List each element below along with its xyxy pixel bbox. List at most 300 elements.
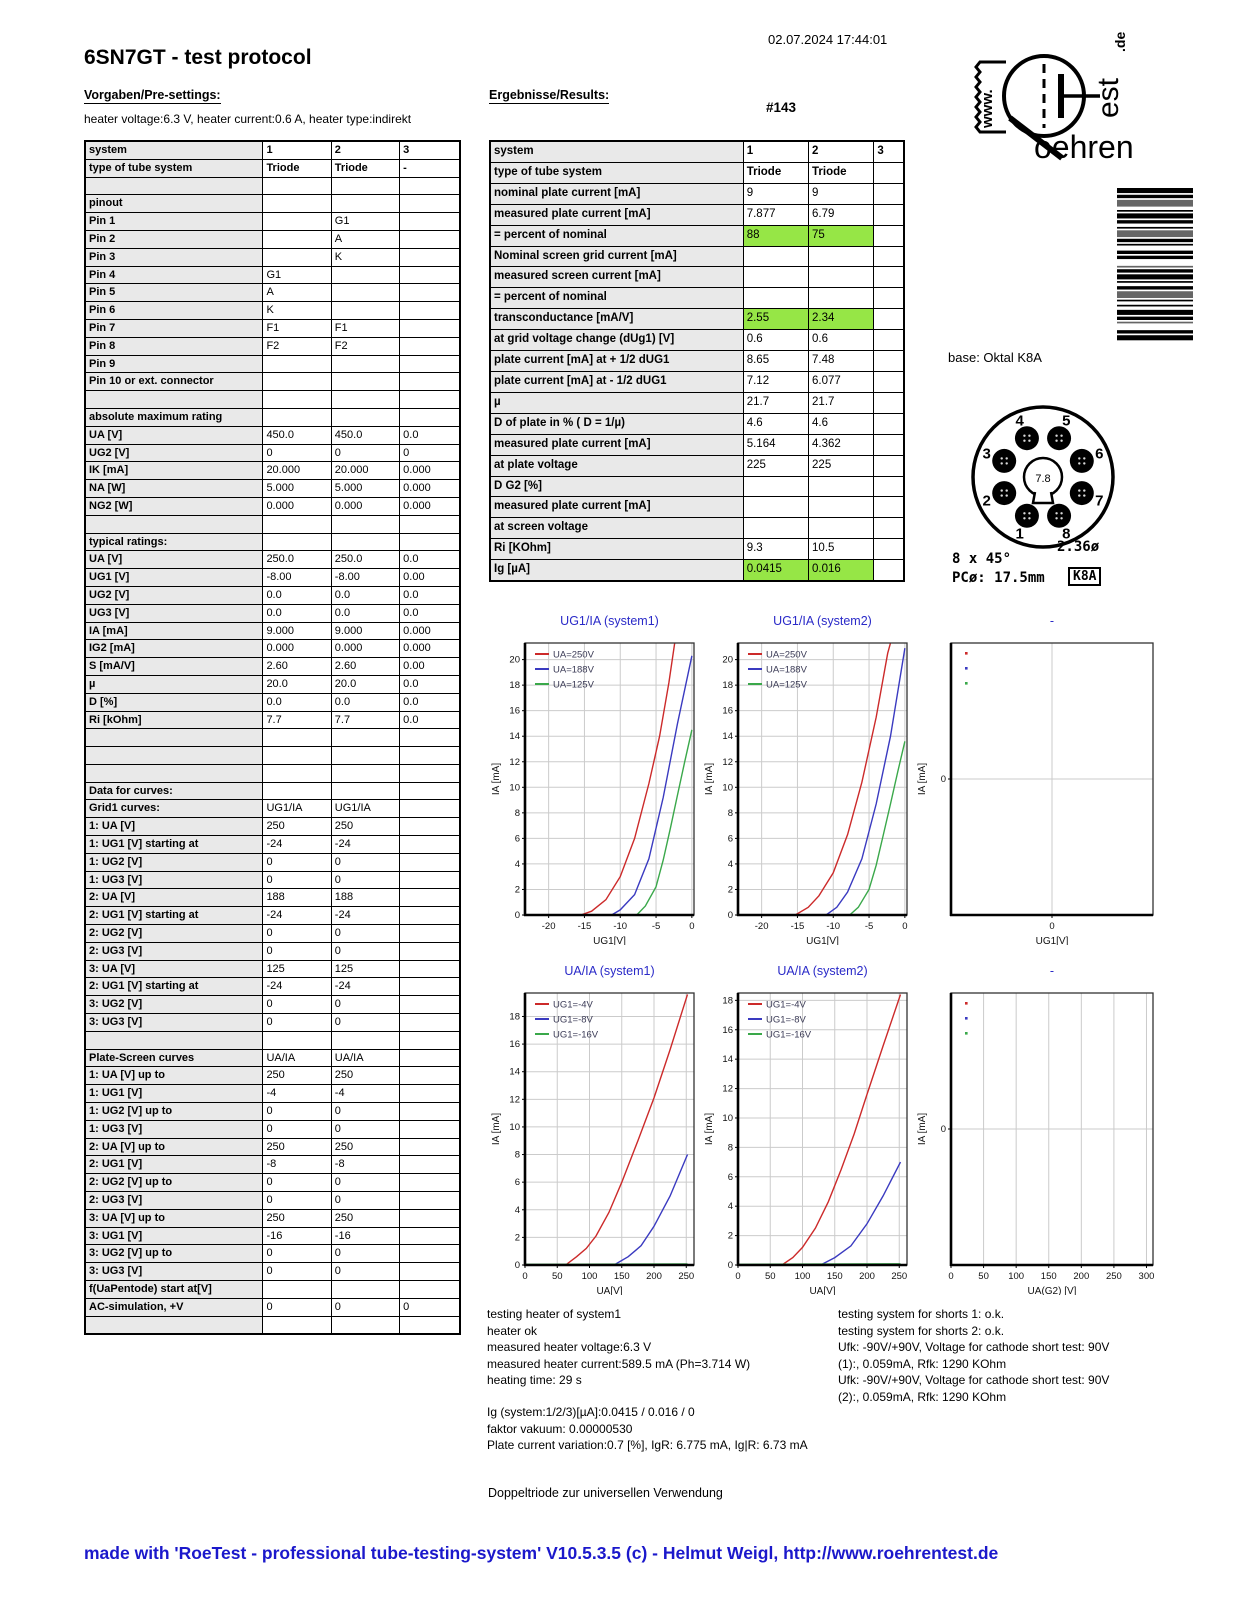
cell-sys3 (874, 330, 904, 351)
note-line: heater ok (487, 1323, 538, 1338)
cell-sys1: 21.7 (743, 392, 808, 413)
row-label: at plate voltage (490, 455, 743, 476)
cell-sys2: 75 (809, 225, 874, 246)
table-row (85, 586, 460, 604)
legend-label: UA=250V (766, 649, 807, 661)
svg-text:14: 14 (722, 731, 733, 743)
svg-text:2: 2 (727, 1230, 733, 1242)
cell-sys1: 0 (263, 871, 331, 889)
cell-sys3: 0 (400, 444, 460, 462)
cell-sys2: G1 (331, 213, 399, 231)
table-row (85, 533, 460, 551)
row-label: 3: UG3 [V] (85, 1014, 263, 1032)
table-row (490, 560, 904, 581)
table-row (490, 413, 904, 434)
cell-sys3 (400, 195, 460, 213)
row-label: 1: UA [V] up to (85, 1067, 263, 1085)
cell-sys1: -24 (263, 907, 331, 925)
y-axis-label: IA [mA] (917, 1112, 928, 1146)
legend-label: UG1=-8V (553, 1014, 593, 1026)
cell-sys1 (263, 1031, 331, 1049)
table-row (85, 729, 460, 747)
cell-sys2: 20.000 (331, 462, 399, 480)
shorts-test-notes (838, 1306, 1109, 1405)
cell-sys1: 1 (263, 141, 331, 159)
table-row (85, 408, 460, 426)
cell-sys3 (400, 1209, 460, 1227)
cell-sys2 (331, 391, 399, 409)
chart-cell (487, 943, 700, 1295)
cell-sys3 (400, 747, 460, 765)
cell-sys2: 250.0 (331, 551, 399, 569)
row-label: 1: UG3 [V] (85, 1120, 263, 1138)
cell-sys1 (263, 1281, 331, 1299)
row-label: µ (85, 675, 263, 693)
chart-cell (700, 943, 913, 1295)
socket-pin-number: 8 (1062, 525, 1071, 543)
grid-current-notes (487, 1404, 808, 1454)
row-label: UG2 [V] (85, 586, 263, 604)
y-axis-label: IA [mA] (491, 762, 502, 796)
cell-sys2 (331, 515, 399, 533)
row-label: AC-simulation, +V (85, 1298, 263, 1316)
row-label: absolute maximum rating (85, 408, 263, 426)
svg-text:20: 20 (509, 654, 520, 666)
cell-sys3 (400, 960, 460, 978)
svg-text:-5: -5 (651, 921, 661, 932)
cell-sys1: 0.6 (743, 330, 808, 351)
table-row (85, 497, 460, 515)
cell-sys3: - (400, 159, 460, 177)
row-label (85, 391, 263, 409)
table-row (85, 1281, 460, 1299)
row-label: 3: UG2 [V] (85, 996, 263, 1014)
table-row (490, 204, 904, 225)
cell-sys3: 3 (874, 141, 904, 162)
chart-1 (700, 593, 913, 945)
cell-sys1: 250 (263, 1138, 331, 1156)
cell-sys3 (400, 533, 460, 551)
cell-sys2 (331, 1316, 399, 1334)
table-row (85, 355, 460, 373)
chart-5 (913, 943, 1159, 1295)
svg-text:300: 300 (1138, 1271, 1155, 1282)
cell-sys2: 125 (331, 960, 399, 978)
cell-sys1 (263, 177, 331, 195)
svg-text:0: 0 (902, 921, 908, 932)
cell-sys2: 0 (331, 1298, 399, 1316)
socket-center-dim: 7.8 (1035, 473, 1051, 485)
cell-sys3 (400, 213, 460, 231)
note-line: measured heater current:589.5 mA (Ph=3.714 W) (487, 1356, 751, 1371)
cell-sys2 (331, 355, 399, 373)
cell-sys3 (400, 302, 460, 320)
cell-sys3 (874, 455, 904, 476)
svg-text:100: 100 (1008, 1271, 1025, 1282)
cell-sys2: 6.79 (809, 204, 874, 225)
table-row (85, 462, 460, 480)
table-row (85, 1298, 460, 1316)
cell-sys2 (809, 267, 874, 288)
presettings-heading: Vorgaben/Pre-settings: (84, 88, 221, 102)
serial-number: #143 (766, 100, 797, 115)
table-row (85, 480, 460, 498)
table-row (490, 434, 904, 455)
row-label: 3: UG2 [V] up to (85, 1245, 263, 1263)
cell-sys1: 2.60 (263, 658, 331, 676)
row-label: typical ratings: (85, 533, 263, 551)
cell-sys3: 0.000 (400, 497, 460, 515)
cell-sys2 (331, 302, 399, 320)
table-row (85, 996, 460, 1014)
cell-sys3 (400, 1263, 460, 1281)
cell-sys3 (400, 907, 460, 925)
cell-sys1: 0.0 (263, 586, 331, 604)
svg-text:6: 6 (727, 833, 733, 845)
row-label (85, 177, 263, 195)
cell-sys1: -8.00 (263, 569, 331, 587)
cell-sys3: 0.00 (400, 569, 460, 587)
cell-sys2 (331, 195, 399, 213)
row-label: at screen voltage (490, 518, 743, 539)
cell-sys2: 250 (331, 818, 399, 836)
row-label: D of plate in % ( D = 1/µ) (490, 413, 743, 434)
cell-sys1: 20.0 (263, 675, 331, 693)
table-row (85, 1031, 460, 1049)
svg-text:250: 250 (891, 1271, 908, 1282)
x-axis-label: UG1[V] (1035, 936, 1069, 945)
x-axis-label: UA[V] (809, 1286, 836, 1295)
row-label: 1: UG3 [V] (85, 871, 263, 889)
table-row (85, 1245, 460, 1263)
svg-text:10: 10 (509, 782, 520, 794)
row-label: 1: UG1 [V] (85, 1085, 263, 1103)
row-label: Pin 2 (85, 230, 263, 248)
cell-sys3 (400, 1120, 460, 1138)
cell-sys1: 188 (263, 889, 331, 907)
cell-sys1: 7.877 (743, 204, 808, 225)
cell-sys2 (331, 408, 399, 426)
table-row (85, 195, 460, 213)
row-label: at grid voltage change (dUg1) [V] (490, 330, 743, 351)
svg-text:18: 18 (509, 1011, 520, 1023)
cell-sys3: 0.0 (400, 586, 460, 604)
cell-sys1: 0 (263, 942, 331, 960)
cell-sys1: -4 (263, 1085, 331, 1103)
row-label: measured plate current [mA] (490, 204, 743, 225)
cell-sys2: -8 (331, 1156, 399, 1174)
svg-text:100: 100 (794, 1271, 811, 1282)
row-label: type of tube system (85, 159, 263, 177)
chart-grid (487, 593, 1236, 1297)
table-row (85, 1263, 460, 1281)
cell-sys2: 2 (809, 141, 874, 162)
row-label: NA [W] (85, 480, 263, 498)
row-label: IK [mA] (85, 462, 263, 480)
cell-sys1: 9.000 (263, 622, 331, 640)
cell-sys3 (874, 309, 904, 330)
chart-cell (913, 593, 1159, 945)
svg-text:150: 150 (826, 1271, 843, 1282)
cell-sys3 (874, 539, 904, 560)
row-label: system (490, 141, 743, 162)
socket-pin-number: 2 (982, 492, 991, 510)
table-row (85, 711, 460, 729)
cell-sys1: 0.000 (263, 497, 331, 515)
row-label: 1: UG1 [V] starting at (85, 836, 263, 854)
cell-sys1: -16 (263, 1227, 331, 1245)
table-row (85, 230, 460, 248)
base-key-badge: K8A (1068, 567, 1101, 586)
row-label: transconductance [mA/V] (490, 309, 743, 330)
table-row (85, 925, 460, 943)
cell-sys3 (400, 1174, 460, 1192)
table-row (85, 159, 460, 177)
cell-sys3: 0.0 (400, 551, 460, 569)
svg-text:8: 8 (514, 807, 520, 819)
cell-sys1: 88 (743, 225, 808, 246)
cell-sys3 (400, 925, 460, 943)
cell-sys2: 2 (331, 141, 399, 159)
x-axis-label: UA(G2) [V] (1027, 1286, 1077, 1295)
cell-sys1 (743, 267, 808, 288)
row-label: Ig [µA] (490, 560, 743, 581)
svg-text:-15: -15 (577, 921, 592, 932)
cell-sys1 (263, 213, 331, 231)
cell-sys1: Triode (743, 162, 808, 183)
table-row (85, 604, 460, 622)
cell-sys1 (743, 497, 808, 518)
legend-label: UG1=-16V (553, 1029, 599, 1041)
note-line: Plate current variation:0.7 [%], IgR: 6.775 mA, Ig|R: 6.73 mA (487, 1438, 808, 1452)
cell-sys1 (263, 355, 331, 373)
cell-sys3 (400, 1156, 460, 1174)
row-label: 2: UG2 [V] up to (85, 1174, 263, 1192)
table-row (490, 539, 904, 560)
row-label: UG1 [V] (85, 569, 263, 587)
cell-sys2: K (331, 248, 399, 266)
socket-pin (1015, 504, 1039, 528)
note-line: heating time: 29 s (487, 1373, 582, 1387)
table-row (85, 337, 460, 355)
cell-sys2: 7.48 (809, 351, 874, 372)
table-row (85, 836, 460, 854)
table-row (85, 622, 460, 640)
svg-text:4: 4 (727, 858, 733, 870)
row-label: Grid1 curves: (85, 800, 263, 818)
cell-sys2: 0 (331, 871, 399, 889)
cell-sys2: 250 (331, 1138, 399, 1156)
table-row (85, 818, 460, 836)
table-row (85, 782, 460, 800)
socket-pin-number: 5 (1062, 412, 1071, 430)
row-label: UA [V] (85, 426, 263, 444)
row-label: = percent of nominal (490, 225, 743, 246)
note-line: Ufk: -90V/+90V, Voltage for cathode short test: 90V (838, 1340, 1110, 1354)
cell-sys3 (874, 162, 904, 183)
cell-sys3: 0.000 (400, 480, 460, 498)
cell-sys3 (874, 183, 904, 204)
cell-sys2: -8.00 (331, 569, 399, 587)
cell-sys2 (809, 497, 874, 518)
cell-sys2 (331, 177, 399, 195)
svg-text:0: 0 (522, 1271, 528, 1282)
table-row (85, 319, 460, 337)
svg-text:16: 16 (722, 705, 733, 717)
row-label: 2: UG2 [V] (85, 925, 263, 943)
row-label: type of tube system (490, 162, 743, 183)
row-label (85, 764, 263, 782)
cell-sys2: -24 (331, 836, 399, 854)
cell-sys3 (400, 1138, 460, 1156)
row-label: UG2 [V] (85, 444, 263, 462)
row-label: Pin 9 (85, 355, 263, 373)
cell-sys3 (400, 230, 460, 248)
chart-cell (487, 593, 700, 945)
svg-text:14: 14 (509, 731, 520, 743)
legend-label: UA=188V (553, 664, 594, 676)
cell-sys3 (400, 1227, 460, 1245)
svg-text:12: 12 (509, 1094, 520, 1106)
cell-sys2: 5.000 (331, 480, 399, 498)
svg-text:6: 6 (514, 833, 520, 845)
svg-text:12: 12 (722, 1083, 733, 1095)
cell-sys3 (874, 560, 904, 581)
logo-est-text: est (1092, 77, 1125, 118)
cell-sys3 (400, 1067, 460, 1085)
table-row (85, 266, 460, 284)
cell-sys3: 0.000 (400, 622, 460, 640)
table-row (490, 371, 904, 392)
table-row (85, 373, 460, 391)
base-pin-diameter-dim: 2.36ø (1057, 539, 1100, 555)
svg-text:200: 200 (646, 1271, 662, 1282)
svg-text:8: 8 (727, 807, 733, 819)
svg-text:-15: -15 (790, 921, 805, 932)
svg-text:4: 4 (514, 1204, 520, 1216)
cell-sys1: 125 (263, 960, 331, 978)
cell-sys2: 0.0 (331, 586, 399, 604)
cell-sys3 (400, 818, 460, 836)
row-label: 2: UG3 [V] (85, 1192, 263, 1210)
legend-label: UA=125V (553, 679, 594, 691)
cell-sys2: F2 (331, 337, 399, 355)
cell-sys1: 225 (743, 455, 808, 476)
table-row (85, 515, 460, 533)
row-label: Pin 10 or ext. connector (85, 373, 263, 391)
row-label: IG2 [mA] (85, 640, 263, 658)
cell-sys2: 4.362 (809, 434, 874, 455)
cell-sys1 (743, 476, 808, 497)
cell-sys2: 250 (331, 1209, 399, 1227)
legend-label: UG1=-4V (766, 999, 806, 1011)
tube-description: Doppeltriode zur universellen Verwendung (488, 1486, 723, 1500)
cell-sys1: 250 (263, 818, 331, 836)
cell-sys2 (809, 476, 874, 497)
cell-sys1 (263, 391, 331, 409)
cell-sys1 (263, 764, 331, 782)
cell-sys3: 0.0 (400, 604, 460, 622)
svg-text:2: 2 (514, 1232, 520, 1244)
note-line: (1):, 0.059mA, Rfk: 1290 KOhm (838, 1356, 1007, 1371)
base-pitch-circle-dim: PCø: 17.5mm (952, 570, 1045, 586)
cell-sys2: 0 (331, 925, 399, 943)
svg-text:10: 10 (722, 782, 733, 794)
cell-sys3 (400, 1049, 460, 1067)
svg-text:250: 250 (678, 1271, 695, 1282)
cell-sys3 (400, 871, 460, 889)
table-row (85, 764, 460, 782)
cell-sys3: 0.0 (400, 426, 460, 444)
cell-sys3 (400, 800, 460, 818)
row-label: 2: UA [V] (85, 889, 263, 907)
logo-de-text: .de (1112, 31, 1128, 52)
cell-sys2: 10.5 (809, 539, 874, 560)
svg-text:18: 18 (722, 680, 733, 692)
cell-sys2: -24 (331, 978, 399, 996)
cell-sys2: Triode (809, 162, 874, 183)
chart-0 (487, 593, 700, 945)
row-label: system (85, 141, 263, 159)
cell-sys1: 1 (743, 141, 808, 162)
table-row (85, 1227, 460, 1245)
cell-sys1: F2 (263, 337, 331, 355)
legend-label: UG1=-16V (766, 1029, 812, 1041)
table-row (85, 1192, 460, 1210)
row-label: Pin 5 (85, 284, 263, 302)
svg-text:-20: -20 (754, 921, 769, 932)
logo-oehren-text: oehren (1034, 129, 1134, 165)
svg-text:14: 14 (509, 1066, 520, 1078)
table-row (85, 1174, 460, 1192)
row-label: Nominal screen grid current [mA] (490, 246, 743, 267)
chart-3 (487, 943, 700, 1295)
cell-sys1 (263, 515, 331, 533)
cell-sys3 (400, 1281, 460, 1299)
cell-sys3: 3 (400, 141, 460, 159)
cell-sys3: 0.000 (400, 640, 460, 658)
row-label: 2: UG1 [V] starting at (85, 978, 263, 996)
chart-title: UG1/IA (system1) (560, 614, 659, 628)
table-row (85, 1316, 460, 1334)
svg-text:10: 10 (509, 1121, 520, 1133)
cell-sys2: 0.000 (331, 497, 399, 515)
cell-sys2: 21.7 (809, 392, 874, 413)
x-axis-label: UG1[V] (593, 936, 626, 945)
cell-sys2: 0 (331, 1014, 399, 1032)
cell-sys2: 188 (331, 889, 399, 907)
table-row (490, 455, 904, 476)
table-row (85, 141, 460, 159)
cell-sys2: A (331, 230, 399, 248)
cell-sys3: 0 (400, 1298, 460, 1316)
cell-sys2: 0 (331, 444, 399, 462)
cell-sys3 (400, 1031, 460, 1049)
cell-sys3 (400, 355, 460, 373)
cell-sys3 (874, 371, 904, 392)
row-label: Pin 7 (85, 319, 263, 337)
cell-sys2 (331, 764, 399, 782)
cell-sys1: UG1/IA (263, 800, 331, 818)
row-label: measured plate current [mA] (490, 497, 743, 518)
row-label: D [%] (85, 693, 263, 711)
row-label: 3: UA [V] (85, 960, 263, 978)
socket-pin (1047, 504, 1071, 528)
row-label: NG2 [W] (85, 497, 263, 515)
cell-sys1 (263, 373, 331, 391)
row-label: = percent of nominal (490, 288, 743, 309)
row-label: µ (490, 392, 743, 413)
